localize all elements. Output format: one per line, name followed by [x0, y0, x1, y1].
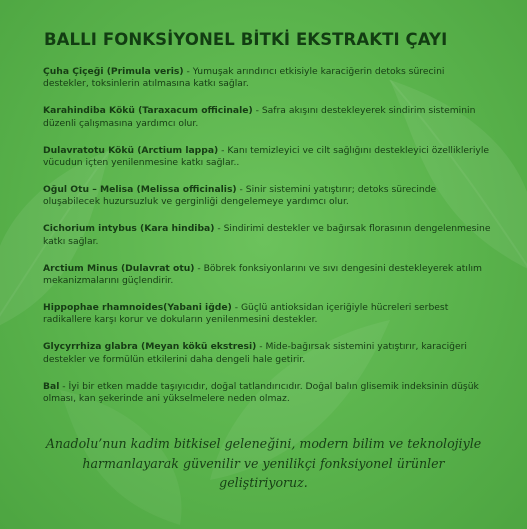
- ingredient-name: Hippophae rhamnoides(Yabani iğde): [43, 301, 232, 313]
- ingredient-name: Çuha Çiçeği (Primula veris): [43, 66, 184, 77]
- ingredient-name: Bal: [43, 380, 60, 392]
- ingredient-name: Cichorium intybus (Kara hindiba): [43, 223, 215, 235]
- content: [43, 30, 491, 420]
- ingredient-separator: -: [214, 223, 224, 235]
- ingredient-item: [43, 223, 491, 248]
- ingredient-description: İyi bir etken madde taşıyıcıdır, doğal tatlandırıcıdır. Doğal balın glisemik indeksinin düşük olması, kan şekerinde ani yükselmelere neden olmaz.: [43, 380, 479, 404]
- ingredient-item: [43, 302, 491, 327]
- ingredient-name: Oğul Otu – Melisa (Melissa officinalis): [43, 183, 237, 195]
- ingredient-description: Yumuşak arındırıcı etkisiyle karaciğerin detoks sürecini destekler, toksinlerin atılmasına katkı sağlar.: [43, 66, 445, 90]
- ingredient-separator: -: [256, 341, 266, 353]
- ingredient-item: [43, 263, 491, 288]
- ingredient-description: Kanı temizleyici ve cilt sağlığını destekleyici özellikleriyle vücudun içten yenilenmesine katkı sağlar..: [43, 144, 490, 169]
- ingredient-separator: -: [183, 66, 193, 77]
- ingredient-description: Mide-bağırsak sistemini yatıştırır, karaciğeri destekler ve formülün etkilerini daha dengeli hale getirir.: [43, 341, 467, 365]
- ingredient-list: [43, 66, 491, 405]
- ingredient-separator: -: [252, 105, 262, 117]
- ingredient-separator: -: [194, 262, 204, 274]
- ingredient-separator: -: [236, 183, 246, 195]
- ingredient-description: Güçlü antioksidan içeriğiyle hücreleri serbest radikallere karşı korur ve dokuların yenilenmesini destekler.: [43, 301, 449, 326]
- ingredient-item: [43, 184, 491, 209]
- ingredient-item: [43, 105, 491, 130]
- ingredient-description: Safra akışını destekleyerek sindirim sisteminin düzenli çalışmasına yardımcı olur.: [43, 105, 476, 129]
- ingredient-item: [43, 381, 491, 406]
- ingredient-item: [43, 145, 491, 170]
- ingredient-item: [43, 66, 491, 91]
- ingredient-name: Glycyrrhiza glabra (Meyan kökü ekstresi): [43, 341, 257, 353]
- tagline: Anadolu’nun kadim bitkisel geleneğini, modern bilim ve teknolojiyle harmanlayarak güvenilir ve yenilikçi fonksiyonel ürünler geliştiriyoruz.: [45, 436, 482, 490]
- page-title: BALLI FONKSİYONEL BİTKİ EKSTRAKTI ÇAYI: [44, 30, 448, 49]
- ingredient-name: Karahindiba Kökü (Taraxacum officinale): [43, 105, 253, 117]
- ingredient-description: Sinir sistemini yatıştırır; detoks sürecinde oluşabilecek huzursuzluk ve gerginliği dengelemeye yardımcı olur.: [43, 183, 437, 208]
- ingredient-separator: -: [59, 380, 69, 392]
- ingredient-description: Sindirimi destekler ve bağırsak florasının dengelenmesine katkı sağlar.: [43, 223, 491, 247]
- ingredient-description: Böbrek fonksiyonlarını ve sıvı dengesini destekleyerek atılım mekanizmalarını güçlendirir.: [43, 262, 482, 286]
- ingredient-name: Arctium Minus (Dulavrat otu): [43, 262, 195, 274]
- ingredient-separator: -: [218, 144, 228, 156]
- ingredient-separator: -: [231, 301, 241, 313]
- ingredient-item: [43, 341, 491, 366]
- ingredient-name: Dulavratotu Kökü (Arctium lappa): [43, 144, 219, 156]
